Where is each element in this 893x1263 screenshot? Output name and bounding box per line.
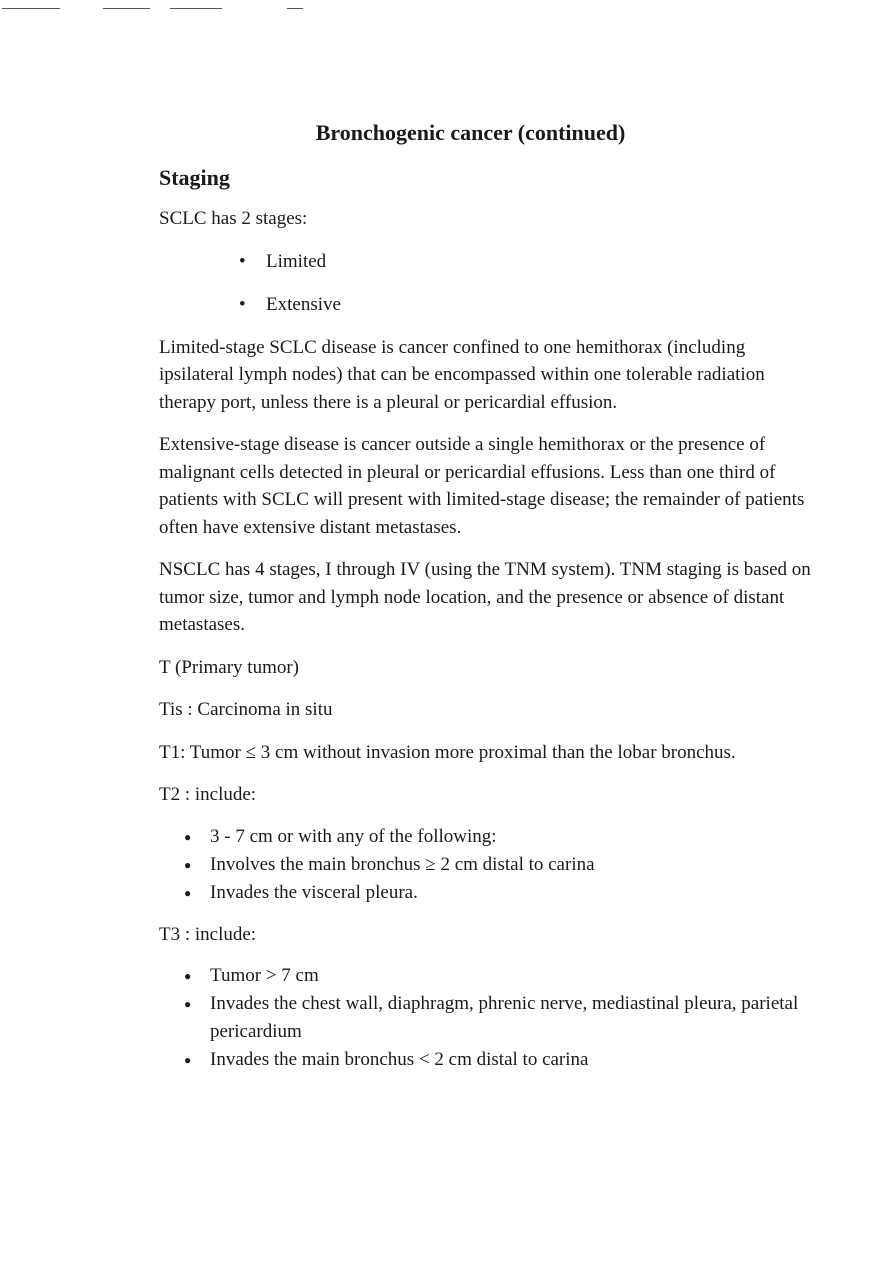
document-body [159,118,819,1088]
list-item: ● 3 - 7 cm or with any of the following: [184,823,819,851]
section-heading-staging: Staging [159,165,230,190]
t-primary-label: T (Primary tumor) [159,656,300,678]
paragraph-limited-stage: Limited-stage SCLC disease is cancer confined to one hemithorax (including ipsilateral lymph nodes) that can be encompassed within one tolerable radiation therapy port, unless there is a pleural or pericardial effusion. [159,336,765,413]
list-item: ● Tumor > 7 cm [184,962,819,990]
page-title: Bronchogenic cancer (continued) [315,120,626,145]
list-item: ● Invades the visceral pleura. [184,879,819,907]
list-item: ● Involves the main bronchus ≥ 2 cm distal to carina [184,851,819,879]
t3-list [184,962,819,1074]
t3-intro: T3 : include: [159,923,257,945]
list-item: ● Invades the main bronchus < 2 cm distal to carina [184,1046,819,1074]
t2-intro: T2 : include: [159,784,257,805]
paragraph-nsclc: NSCLC has 4 stages, I through IV (using the TNM system). TNM staging is based on tumor size, tumor and lymph node location, and the presence or absence of distant metastases. [159,559,811,635]
list-item: • Limited [239,248,819,275]
t2-list [184,823,819,907]
t1-line: T1: Tumor ≤ 3 cm without invasion more proximal than the lobar bronchus. [159,741,736,763]
list-item: • Extensive [239,291,819,318]
paragraph-extensive-stage: Extensive-stage disease is cancer outside a single hemithorax or the presence of malignant cells detected in pleural or pericardial effusions. Less than one third of patients with SCLC will present with limited-stage disease; the remainder of patients often have extensive distant metastases. [159,434,805,538]
sclc-stage-list [239,248,819,318]
tis-line: Tis : Carcinoma in situ [159,699,333,720]
scan-artifact-lines [0,6,893,12]
sclc-intro: SCLC has 2 stages: [159,208,308,229]
list-item: ● Invades the chest wall, diaphragm, phrenic nerve, mediastinal pleura, parietal pericardium [184,990,819,1046]
